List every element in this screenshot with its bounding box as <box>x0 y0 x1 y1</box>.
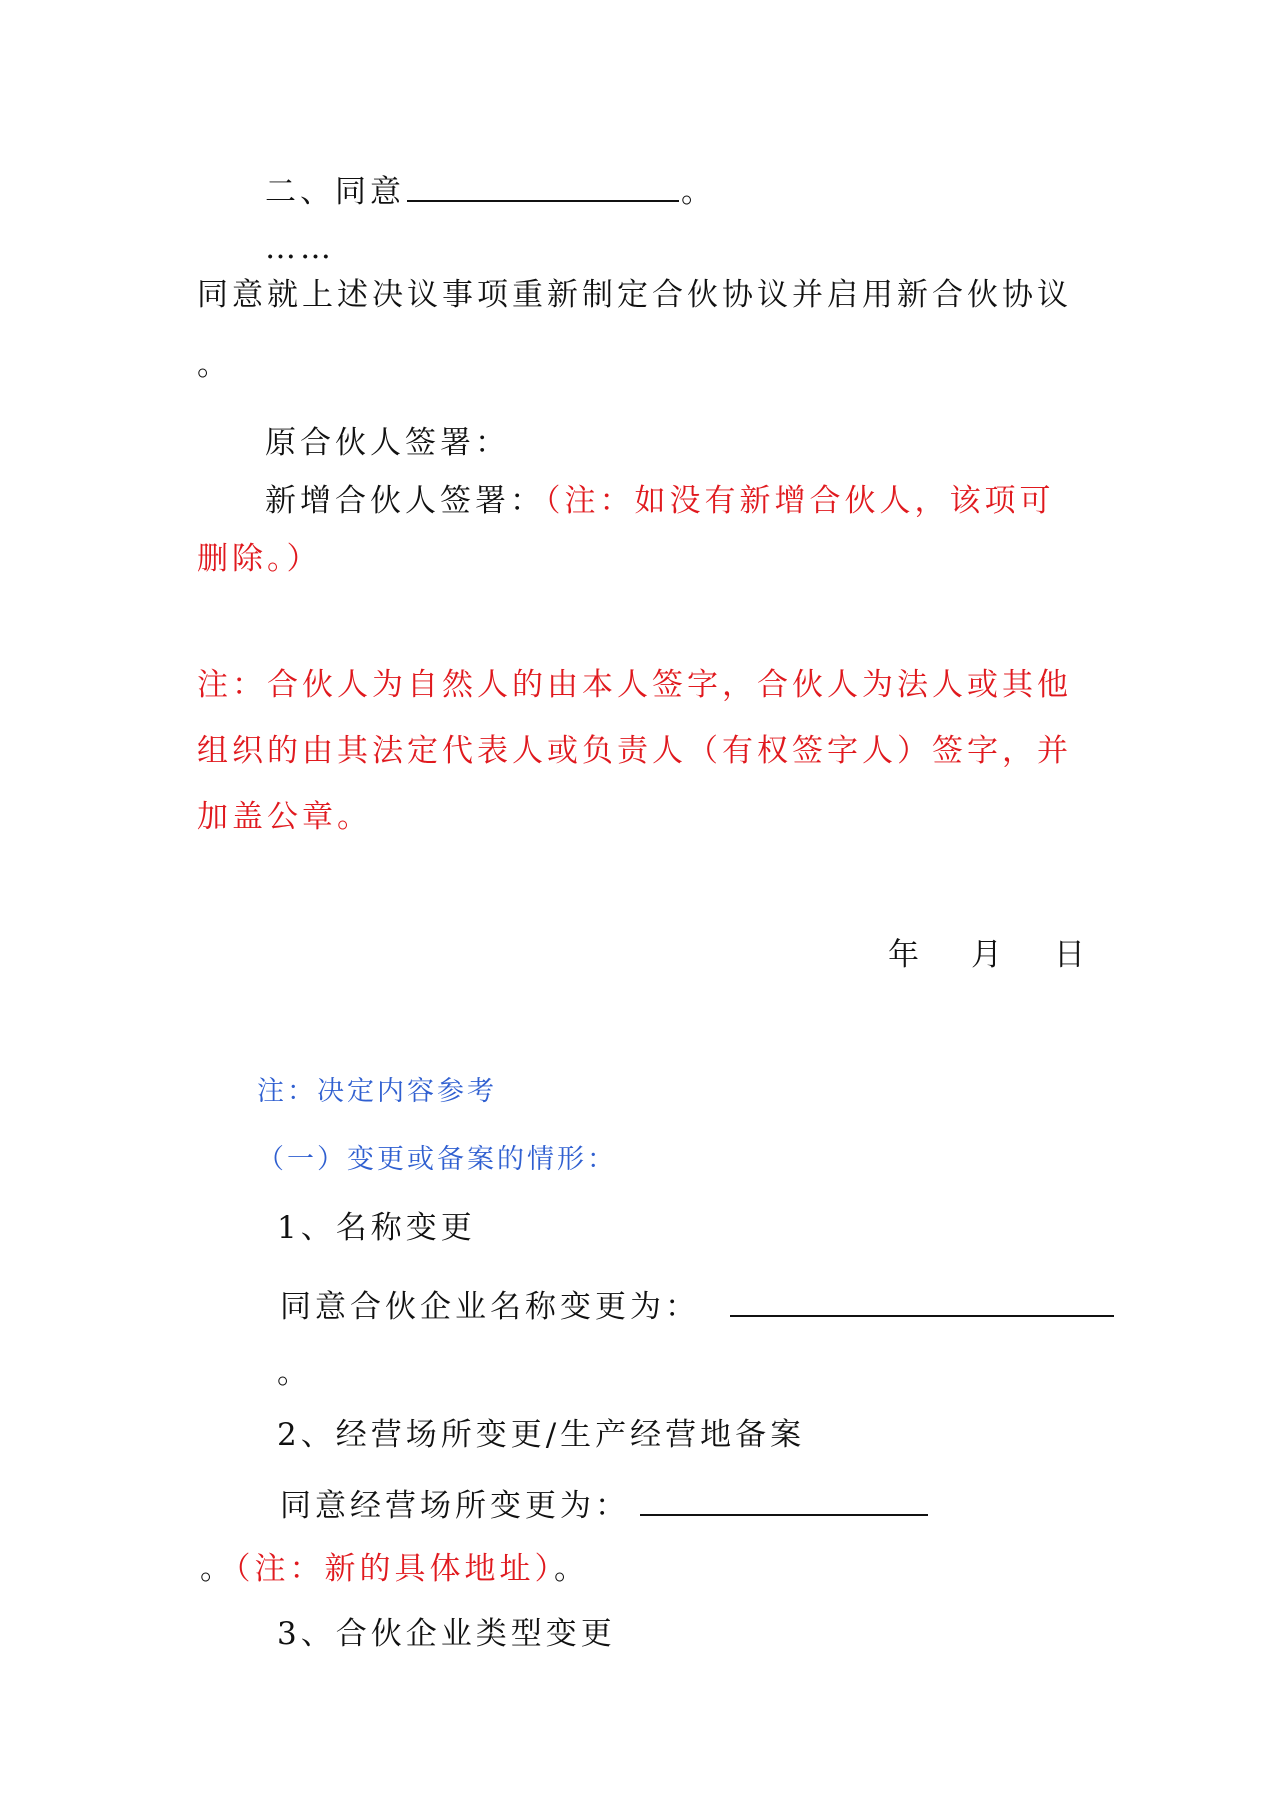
name-change-end: 。 <box>277 1355 312 1391</box>
place-change-blank-line <box>640 1484 928 1516</box>
item-2-suffix: 。 <box>681 174 716 210</box>
type-change-heading: 3、合伙企业类型变更 <box>277 1616 616 1652</box>
ellipsis: …… <box>265 230 335 266</box>
place-change-heading: 2、经营场所变更/生产经营地备案 <box>277 1417 806 1453</box>
new-partner-signature-label: 新增合伙人签署： <box>265 483 545 519</box>
name-change-text: 同意合伙企业名称变更为： <box>280 1289 700 1325</box>
date-line <box>888 935 1089 975</box>
item-2-line <box>265 170 716 212</box>
item-2-blank-line <box>407 170 679 202</box>
signature-note-line-3: 加盖公章。 <box>197 799 372 835</box>
place-change-note: （注：新的具体地址） <box>235 1551 554 1587</box>
name-change-heading: 1、名称变更 <box>277 1210 476 1246</box>
place-change-end-line <box>200 1549 589 1589</box>
signature-note-line-1: 注：合伙人为自然人的由本人签字，合伙人为法人或其他 <box>197 667 1072 703</box>
place-change-note-end: 。 <box>554 1551 589 1587</box>
original-partner-signature-label: 原合伙人签署： <box>265 425 510 461</box>
date-year: 年 <box>888 937 923 973</box>
reference-section-1: （一）变更或备案的情形： <box>257 1144 617 1175</box>
place-change-end: 。 <box>200 1551 235 1587</box>
reference-title: 注：决定内容参考 <box>257 1076 497 1107</box>
name-change-blank-line <box>730 1285 1114 1317</box>
date-day: 日 <box>1054 937 1089 973</box>
new-partner-note-continued: 删除。） <box>197 541 322 577</box>
new-partner-note: （注：如没有新增合伙人，该项可 <box>545 483 1055 519</box>
item-2-prefix: 二、同意 <box>265 174 405 210</box>
place-change-text: 同意经营场所变更为： <box>280 1488 630 1524</box>
agree-new-agreement-text: 同意就上述决议事项重新制定合伙协议并启用新合伙协议 <box>197 277 1072 313</box>
new-partner-signature-line <box>265 481 1055 521</box>
place-change-line <box>280 1484 930 1526</box>
signature-note-line-2: 组织的由其法定代表人或负责人（有权签字人）签字，并 <box>197 733 1072 769</box>
name-change-line <box>280 1285 1116 1327</box>
date-month: 月 <box>971 937 1006 973</box>
agree-new-agreement-end: 。 <box>197 347 232 383</box>
